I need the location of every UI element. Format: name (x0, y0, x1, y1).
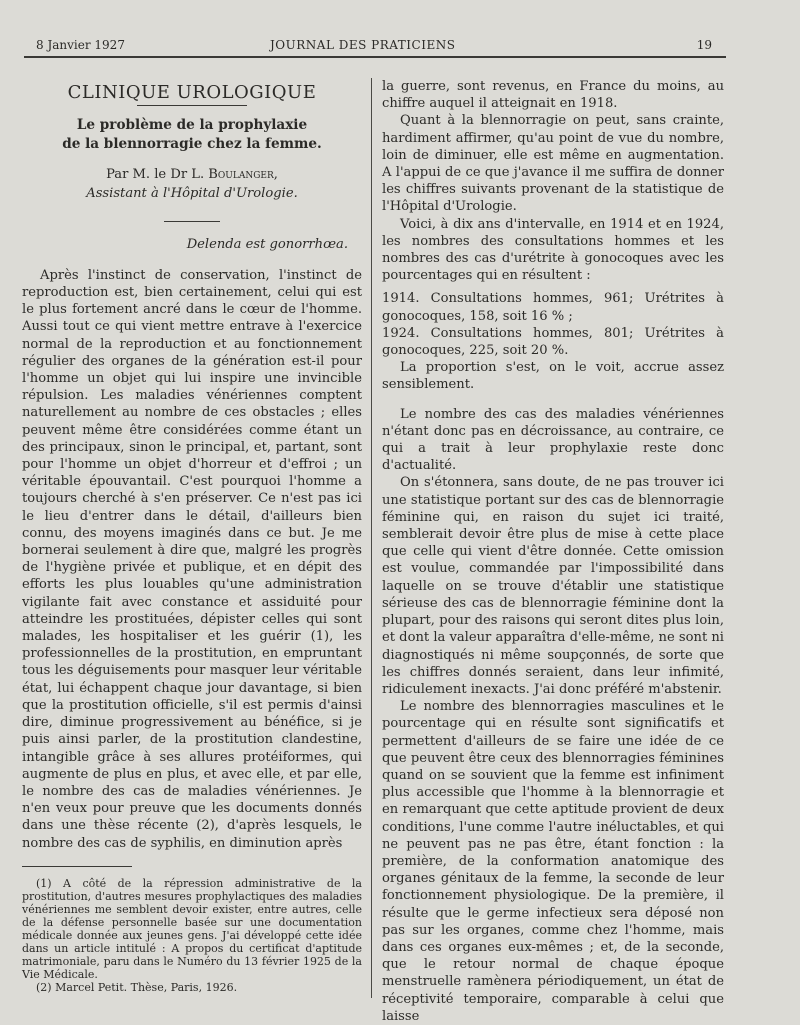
short-rule (164, 221, 220, 222)
epigraph: Delenda est gonorrhœa. (186, 236, 348, 252)
right-column (382, 78, 724, 1025)
author-prefix: Par M. le Dr L. (106, 167, 209, 183)
body-paragraph: On s'étonnera, sans doute, de ne pas trouver ici une statistique portant sur des cas de blennorragie féminine qui, en raison du sujet ici traité, semblerait devoir être plus de mise à cette place que celle qui vient d'être donnée. Cette omission est voulue, commandée par l'impossibilité dans laquelle on se trouve d'établir une statistique sérieuse des cas de blennorragie féminine dont la plupart, pour des raisons qui seront dites plus loin, et dont la valeur apparaîtra d'elle-même, ne sont ni diagnostiqués ni même soupçonnés, de sorte que les chiffres donnés seraient, dans leur infimité, ridiculement inexacts. J'ai donc préféré m'abstenir. (382, 475, 724, 697)
author-name: Boulanger, (208, 167, 278, 183)
header-page-number: 19 (696, 38, 712, 52)
header-journal-title: JOURNAL DES PRATICIENS (270, 38, 456, 52)
section-title: CLINIQUE UROLOGIQUE (67, 82, 317, 103)
author-line (22, 166, 362, 183)
footnote-1: (1) A côté de la répression administrative de la prostitution, d'autres mesures prophylactiques des maladies vénériennes me semblent devoir exister, entre autres, celle de la défense personnelle basée sur une documentation médicale donnée aux jeunes gens. J'ai développé cette idée dans un article intitulé : A propos du certificat d'aptitude matrimoniale, paru dans le Numéro du 13 février 1925 de la Vie Médicale. (22, 876, 362, 981)
statistic-1914: 1914. Consultations hommes, 961; Urétrites à gonocoques, 158, soit 16 % ; (382, 291, 724, 324)
article-title (22, 116, 362, 154)
page-header (36, 38, 710, 56)
statistic-1924: 1924. Consultations hommes, 801; Urétrites à gonocoques, 225, soit 20 %. (382, 325, 724, 359)
article-title-line-2: de la blennorragie chez la femme. (62, 136, 322, 153)
column-divider (371, 78, 372, 998)
title-rule (137, 105, 247, 106)
article-title-line-1: Le problème de la prophylaxie (76, 117, 308, 134)
body-paragraph: la guerre, sont revenus, en France du moins, au chiffre auquel il atteignait en 1918. (382, 79, 724, 112)
footnote-rule (22, 866, 132, 867)
body-paragraph: La proportion s'est, on le voit, accrue assez sensiblement. (382, 360, 724, 393)
left-column (22, 78, 362, 994)
body-paragraph: Après l'instinct de conservation, l'instinct de reproduction est, bien certainement, celui qui est le plus fortement ancré dans le cœur de l'homme. Aussi tout ce qui vient mettre entrave à l'exercice normal de la reproduction et au fonctionnement régulier des organes de la génération est-il pour l'homme un objet qui lui inspire une invincible répulsion. Les maladies vénériennes comptent naturellement au nombre de ces obstacles ; elles peuvent même être considérées comme étant un des principaux, sinon le principal, et, partant, sont pour l'homme un objet d'horreur et d'effroi ; un véritable épouvantail. C'est pourquoi l'homme a toujours cherché à s'en préserver. Ce n'est pas ici le lieu d'entrer dans le détail, d'ailleurs bien connu, des moyens imaginés dans ce but. Je me bornerai seulement à dire que, malgré les progrès de l'hygiène privée et publique, et en dépit des efforts les plus louables qu'une administration vigilante fait avec constance et assiduité pour atteindre les prostituées, dépister celles qui sont malades, les hospitaliser et les guérir (1), les professionnelles de la prostitution, en empruntant tous les déguisements pour masquer leur véritable état, lui échappent chaque jour davantage, si bien que la prostitution officielle, s'il est permis d'ainsi dire, diminue progressivement au bénéfice, si je puis ainsi parler, de la prostitution clandestine, intangible grâce à ses allures protéiformes, qui augmente de plus en plus, et avec elle, et par elle, le nombre des cas de maladies vénériennes. Je n'en veux pour preuve que les documents donnés dans une thèse récente (2), d'après lesquels, le nombre des cas de syphilis, en diminution après (22, 267, 362, 851)
body-paragraph: Quant à la blennorragie on peut, sans crainte, hardiment affirmer, qu'au point de vue du nombre, loin de diminuer, elle est même en augmentation. A l'appui de ce que j'avance il me suffira de donner les chiffres suivants provenant de la statistique de l'Hôpital d'Urologie. (382, 113, 724, 215)
author-affiliation: Assistant à l'Hôpital d'Urologie. (86, 186, 298, 202)
body-paragraph: Le nombre des cas des maladies vénériennes n'étant donc pas en décroissance, au contraire, ce qui a trait à leur prophylaxie reste donc d'actualité. (382, 406, 724, 474)
header-rule (24, 56, 726, 58)
body-paragraph: Le nombre des blennorragies masculines et le pourcentage qui en résulte sont significatifs et permettent d'ailleurs de se faire une idée de ce que peuvent être ceux des blennorragies féminines quand on se souvient que la femme est infiniment plus accessible que l'homme à la blennorragie et en remarquant que cette aptitude provient de deux conditions, l'une comme l'autre inéluctables, et qui ne peuvent pas ne pas être, étant fonction : la première, de la conformation anatomique des organes génitaux de la femme, la seconde de leur fonctionnement physiologique. De la première, il résulte que le germe infectieux sera déposé non pas sur les organes, comme chez l'homme, mais dans ces organes eux-mêmes ; et, de la seconde, que le retour normal de chaque époque menstruelle ramènera périodiquement, un état de réceptivité temporaire, comparable à celui que laisse (382, 699, 724, 1024)
footnote-2: (2) Marcel Petit. Thèse, Paris, 1926. (36, 980, 238, 994)
header-date: 8 Janvier 1927 (36, 38, 125, 52)
body-paragraph: Voici, à dix ans d'intervalle, en 1914 et en 1924, les nombres des consultations hommes et les nombres des cas d'urétrite à gonocoques avec les pourcentages qui en résultent : (382, 216, 724, 284)
